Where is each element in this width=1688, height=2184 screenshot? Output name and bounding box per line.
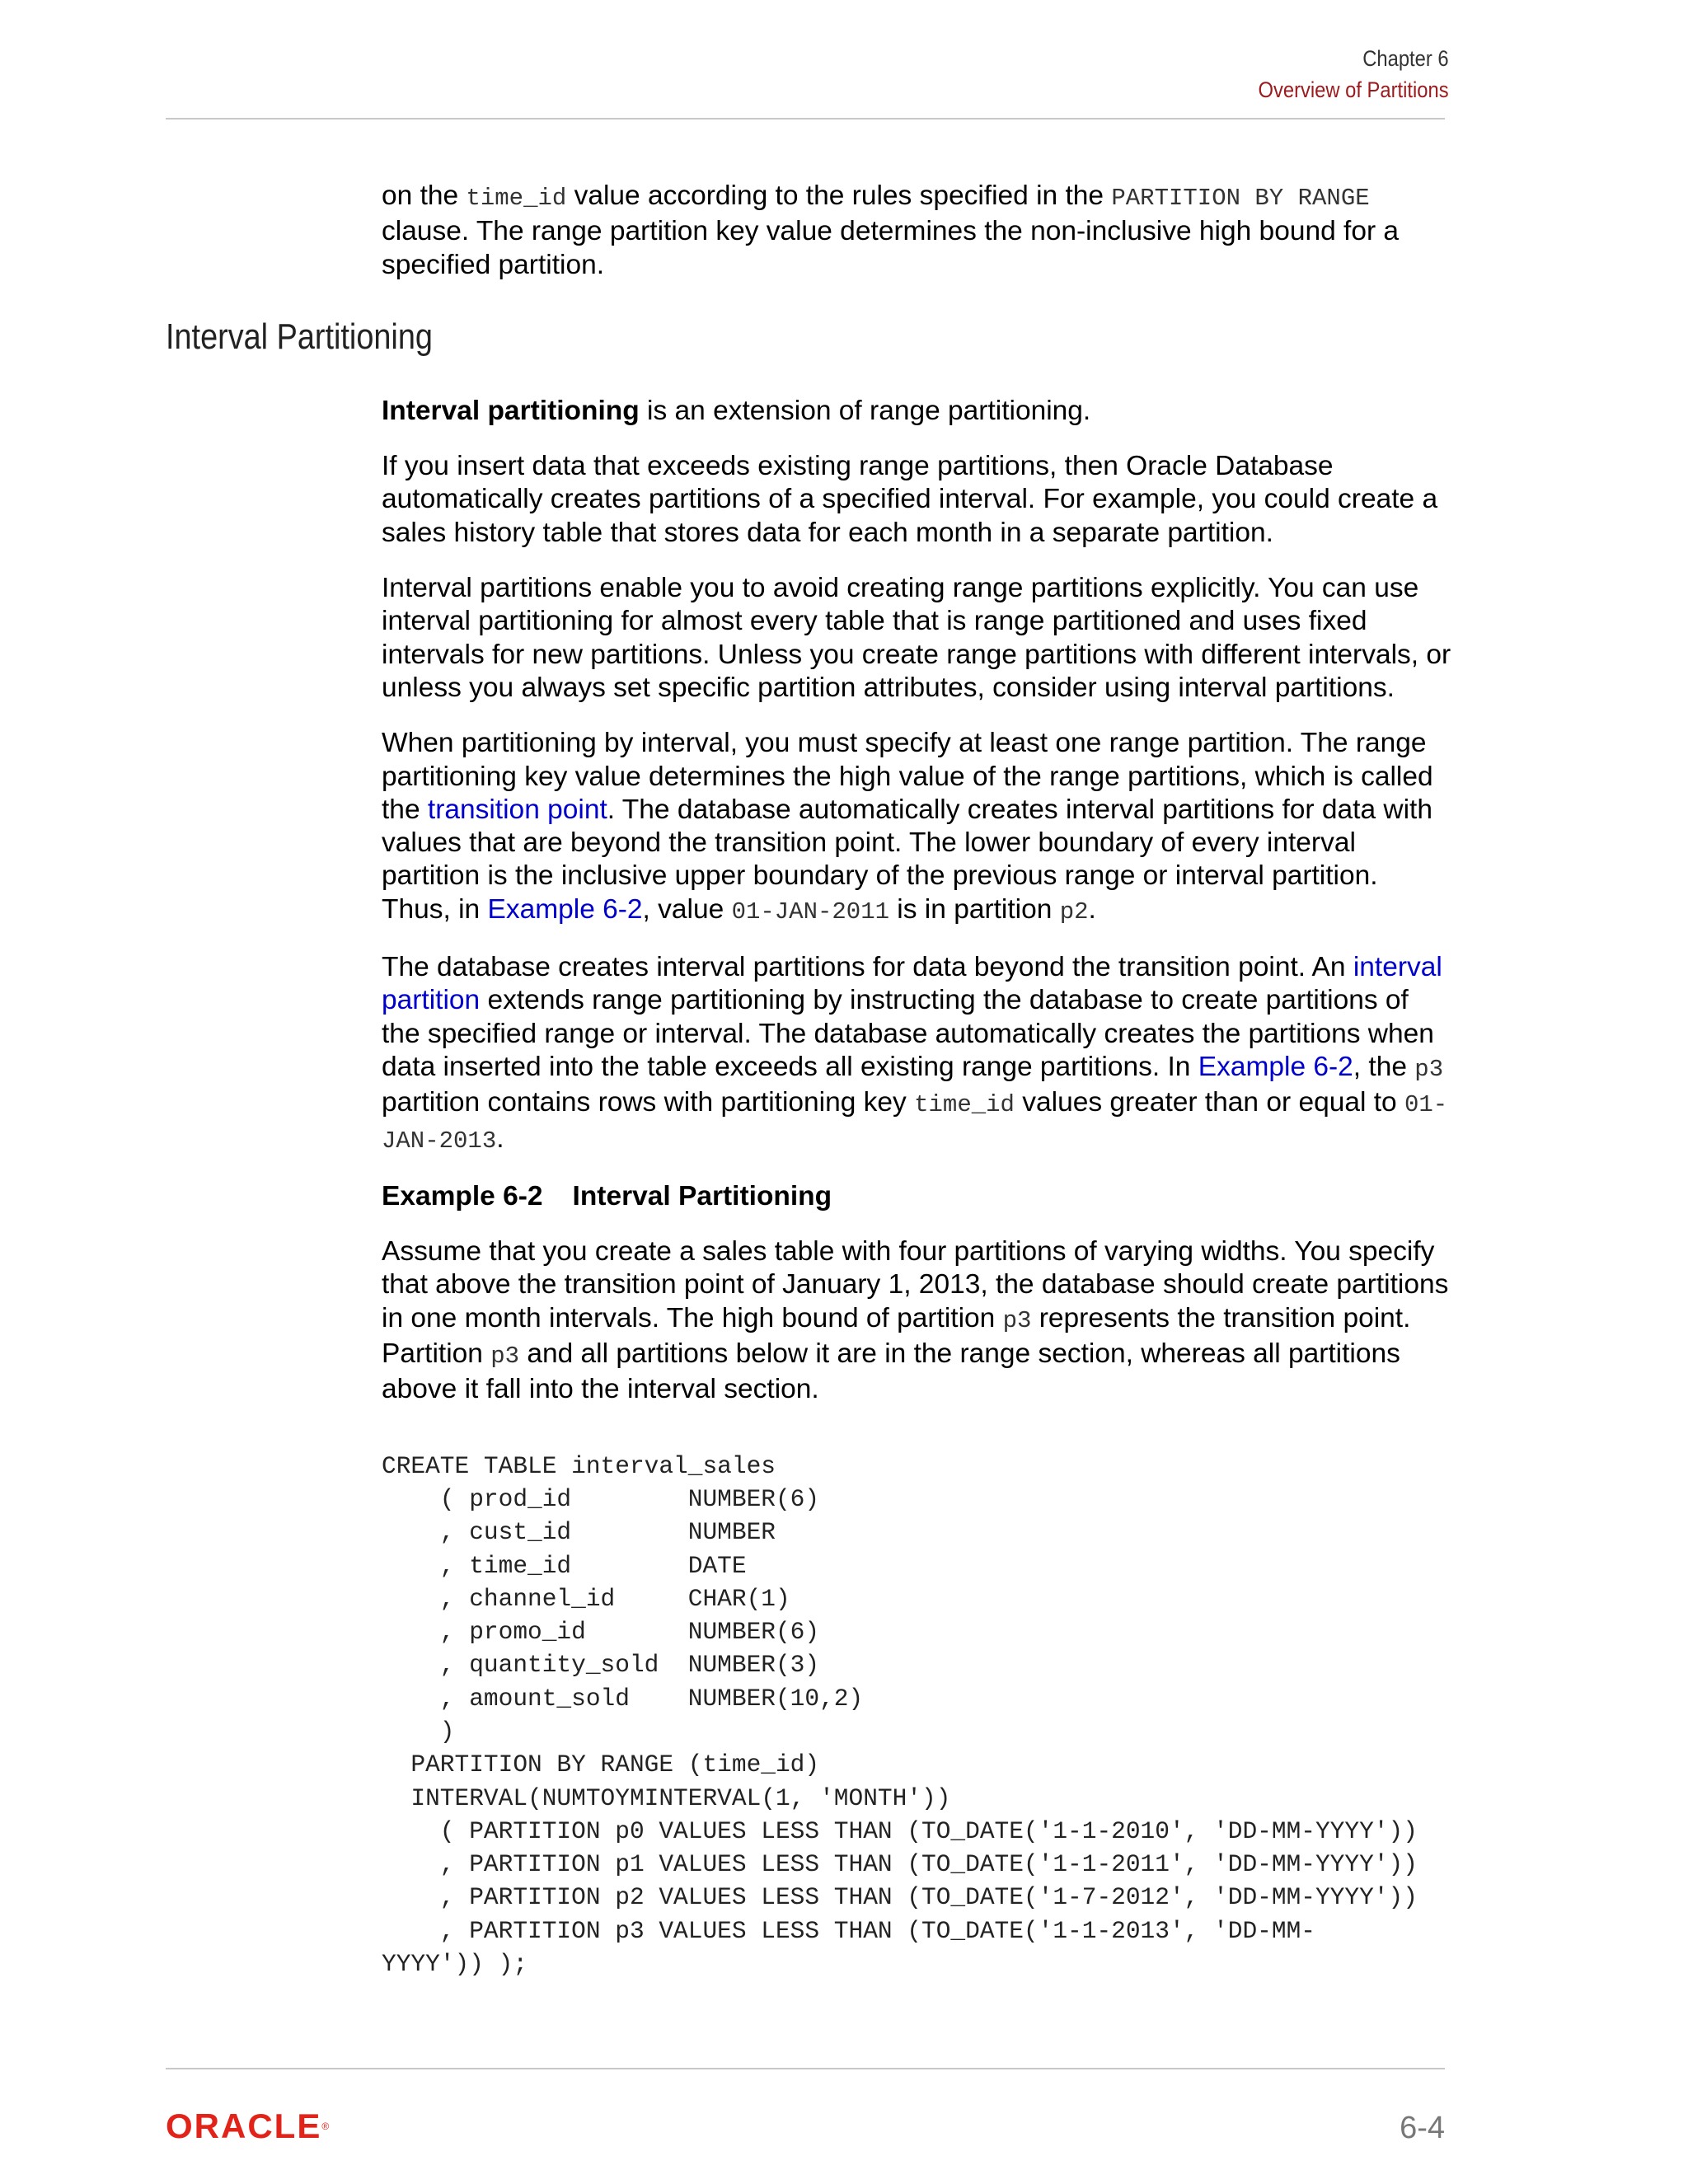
paragraph-3: Interval partitions enable you to avoid creating range partitions explicitly. You can use interval partitioning for almost every table that is range partitioned and uses fixed intervals for new partitions. Unless you create range partitions with different intervals, or unless you always set specific partition attributes, consider using interval partitions. [382, 573, 1451, 703]
inline-code: p2 [1059, 898, 1089, 926]
heading-spacer [382, 304, 1453, 395]
link-example-6-2[interactable]: Example 6-2 [487, 893, 643, 925]
link-interval-partition[interactable]: interval partition [382, 952, 1442, 1016]
registered-mark-icon: ® [321, 2121, 330, 2132]
term: Interval partitioning [382, 395, 640, 426]
paragraph-4 [382, 727, 1453, 929]
example-label: Example 6-2 [382, 1180, 543, 1212]
header-divider [166, 118, 1445, 120]
text: represents the transition point. Partition [382, 1302, 1411, 1370]
code-block: CREATE TABLE interval_sales ( prod_id NUMBER(6) , cust_id NUMBER , time_id DATE , channel_id CHAR(1) , promo_id NUMBER(6) , quantity_sold NUMBER(3) , amount_sold NUMBER(10,2) ) PARTITION BY RANGE (time_id) INTERVAL(NUMTOYMINTERVAL(1, 'MONTH')) ( PARTITION p0 VALUES LESS THAN (TO_DATE('1-1-2010', 'DD-MM-YYYY')) , PARTITION p1 VALUES LESS THAN (TO_DATE('1-1-2011', 'DD-MM-YYYY')) , PARTITION p2 VALUES LESS THAN (TO_DATE('1-7-2012', 'DD-MM-YYYY')) , PARTITION p3 VALUES LESS THAN (TO_DATE('1-1-2013', 'DD-MM- YYYY')) ); [382, 1451, 1418, 1979]
example-name: Interval Partitioning [572, 1180, 832, 1212]
text: , the [1353, 1051, 1415, 1082]
section-label: Overview of Partitions [1258, 77, 1449, 102]
text: . [1088, 893, 1096, 925]
inline-code: p3 [1002, 1306, 1032, 1334]
text: . The database automatically creates interval partitions for data with values that are beyond the transition point. The lower boundary of every interval partition is the inclusive upper boundary of the previous range or interval partition. Thus, in [382, 794, 1432, 925]
inline-code: time_id [466, 185, 567, 212]
inline-code: 01-JAN-2013 [382, 1091, 1448, 1155]
text: The database creates interval partitions for data beyond the transition point. An [382, 952, 1353, 983]
text: values greater than or equal to [1014, 1087, 1404, 1118]
text: value according to the rules specified in the [566, 180, 1112, 211]
paragraph-6 [382, 1235, 1453, 1406]
paragraph-definition [382, 395, 1453, 428]
body-content [382, 180, 1453, 1980]
paragraph-2: If you insert data that exceeds existing range partitions, then Oracle Database automatically creates partitions of a specified interval. For example, you could create a sales history table that stores data for each month in a separate partition. [382, 451, 1438, 548]
intro-paragraph [382, 180, 1453, 282]
section-heading: Interval Partitioning [166, 316, 433, 357]
inline-code: 01-JAN-2011 [731, 898, 889, 926]
text: extends range partitioning by instructing the database to create partitions of the specified range or interval. The database automatically creates the partitions when data inserted into the table exceeds all existing range partitions. In [382, 985, 1434, 1082]
text: , value [642, 893, 732, 925]
text: is in partition [889, 893, 1060, 925]
text: Assume that you create a sales table with four partitions of varying widths. You specify that above the transition point of January 1, 2013, the database should create partitions in one month intervals. The high bound of partition [382, 1236, 1449, 1333]
chapter-label: Chapter 6 [1362, 46, 1449, 71]
text: on the [382, 180, 467, 211]
inline-code: time_id [914, 1091, 1015, 1119]
footer-divider [166, 2068, 1445, 2069]
inline-code: p3 [490, 1343, 520, 1371]
inline-code: PARTITION BY RANGE [1111, 185, 1370, 212]
text: . [496, 1122, 504, 1154]
logo-text: ORACLE [166, 2107, 322, 2145]
link-transition-point[interactable]: transition point [427, 794, 607, 825]
inline-code: p3 [1414, 1055, 1444, 1083]
link-example-6-2[interactable]: Example 6-2 [1198, 1051, 1353, 1082]
text: partition contains rows with partitioning key [382, 1087, 915, 1118]
oracle-logo [166, 2108, 329, 2144]
text: clause. The range partition key value determines the non-inclusive high bound for a specified partition. [382, 216, 1400, 280]
text: is an extension of range partitioning. [639, 395, 1091, 426]
example-title [382, 1180, 1453, 1213]
page-number: 6-4 [1400, 2111, 1445, 2145]
text: When partitioning by interval, you must specify at least one range partition. The range partitioning key value determines the high value of the range partitions, which is called the [382, 728, 1433, 825]
text: and all partitions below it are in the range section, whereas all partitions above it fall into the interval section. [382, 1338, 1400, 1405]
running-header [1259, 43, 1449, 105]
paragraph-5 [382, 951, 1453, 1158]
